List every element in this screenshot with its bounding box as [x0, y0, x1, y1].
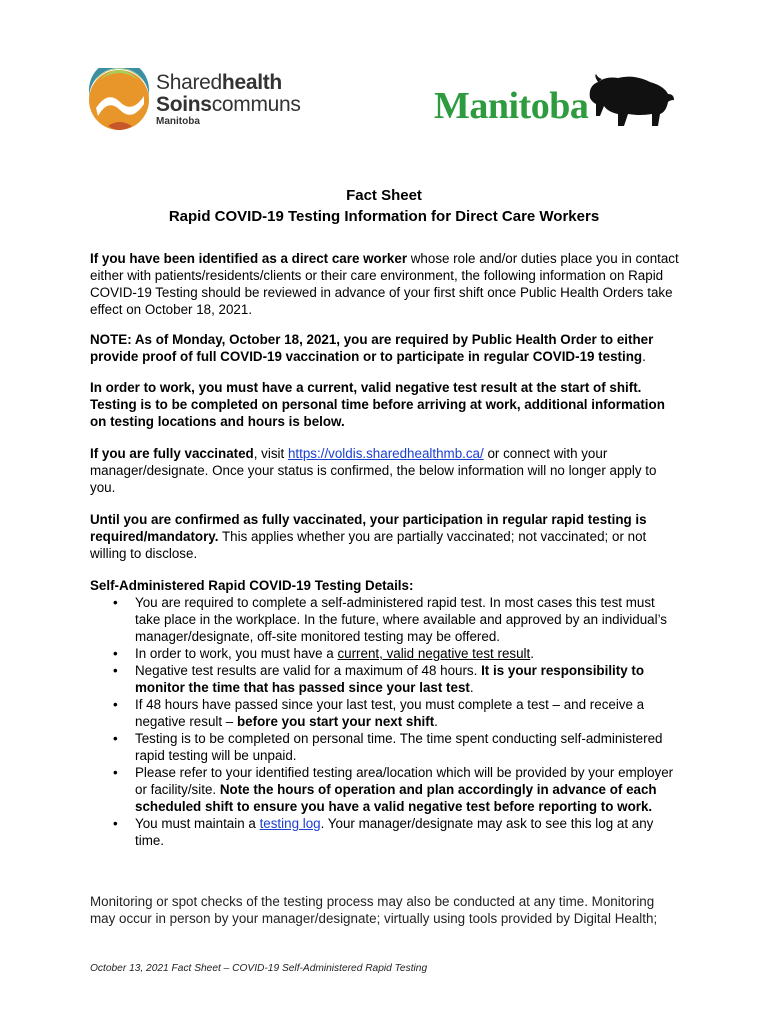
list-item: • Negative test results are valid for a maximum of 48 hours. It is your responsibility to monitor the time that has passed since your last test.	[113, 663, 645, 695]
list-item: • You are required to complete a self-administered rapid test. In most cases this test must take place in the workplace. In the future, where available and approved by an individual’s manager/designate, off-site monitored testing may be offered.	[113, 595, 667, 644]
bullet-2-pre: In order to work, you must have a	[135, 646, 338, 661]
bullet-4-pre: If 48 hours have passed since your last test, you must complete a test – and receive a negative result –	[135, 697, 645, 729]
logo-health: health	[221, 71, 282, 94]
intro-bold: If you have been identified as a direct care worker	[90, 251, 408, 266]
page-subtitle: Rapid COVID-19 Testing Information for Direct Care Workers	[168, 208, 600, 225]
voldis-link[interactable]: https://voldis.sharedhealthmb.ca/	[287, 446, 484, 461]
intro-text: whose role and/or duties place you in contact either with patients/residents/clients or their care environment, the following information on Rapid COVID-19 Testing should be reviewed in advance of your first shift once Public Health Orders take effect on October 18, 2021.	[90, 251, 679, 317]
list-item: • Testing is to be completed on personal time. The time spent conducting self-administered rapid testing will be unpaid.	[113, 731, 663, 763]
manitoba-logo	[434, 72, 674, 132]
until-bold: Until you are confirmed as fully vaccinated, your participation in regular rapid testing is required/mandatory.	[90, 512, 647, 544]
vaccinated-paragraph	[90, 445, 680, 496]
bullet-7-pre: You must maintain a	[135, 816, 260, 831]
shared-health-wordmark	[156, 72, 301, 128]
bullet-5-text: Testing is to be completed on personal time. The time spent conducting self-administered rapid testing will be unpaid.	[135, 731, 663, 763]
vaccinated-pre: , visit	[253, 446, 288, 461]
order-paragraph: In order to work, you must have a current, valid negative test result at the start of shift. Testing is to be completed on personal time before arriving at work, additional information on testing locations and hours is below.	[90, 380, 665, 429]
logo-communs: communs	[211, 93, 301, 116]
bullet-6-pre: Please refer to your identified testing area/location which will be provided by your employer or facility/site.	[135, 765, 674, 797]
shared-health-emblem-icon	[88, 68, 150, 132]
bullet-7-post: . Your manager/designate may ask to see this log at any time.	[135, 816, 654, 848]
bullet-4-bold: before you start your next shift	[236, 714, 435, 729]
details-heading: Self-Administered Rapid COVID-19 Testing Details:	[90, 578, 414, 593]
page-title: Fact Sheet	[346, 187, 422, 204]
logo-manitoba-small: Manitoba	[156, 116, 200, 127]
bullet-1-text: You are required to complete a self-administered rapid test. In most cases this test must take place in the workplace. In the future, where available and approved by an individual’s manager/designate, off-site monitored testing may be offered.	[135, 595, 667, 644]
monitoring-paragraph: Monitoring or spot checks of the testing process may also be conducted at any time. Monitoring may occur in person by your manager/designate; virtually using tools provided by Digital Health;	[90, 894, 658, 926]
list-item: • If 48 hours have passed since your last test, you must complete a test – and receive a negative result – before you start your next shift.	[113, 697, 645, 729]
bison-icon	[584, 72, 676, 128]
bullet-2-post: .	[530, 646, 534, 661]
note-end: .	[642, 349, 646, 364]
details-list	[90, 594, 680, 849]
list-item: • Please refer to your identified testing area/location which will be provided by your employer or facility/site. Note the hours of operation and plan accordingly in advance of each scheduled shift to ensure you have a valid negative test before reporting to work.	[113, 765, 674, 814]
bullet-6-bold: Note the hours of operation and plan accordingly in advance of each scheduled shift to ensure you have a valid negative test before reporting to work.	[135, 782, 657, 814]
note-text: NOTE: As of Monday, October 18, 2021, you are required by Public Health Order to either provide proof of full COVID-19 vaccination or to participate in regular COVID-19 testing	[90, 332, 654, 364]
testing-log-link[interactable]: testing log	[259, 816, 321, 831]
bullet-4-post: .	[434, 714, 438, 729]
logo-soins: Soins	[156, 93, 212, 116]
manitoba-wordmark: Manitoba	[434, 85, 589, 127]
vaccinated-bold: If you are fully vaccinated	[90, 446, 254, 461]
until-paragraph	[90, 511, 680, 562]
bullet-3-bold: It is your responsibility to monitor the time that has passed since your last test	[135, 663, 645, 695]
note-paragraph	[90, 331, 680, 365]
bullet-3-pre: Negative test results are valid for a maximum of 48 hours.	[135, 663, 482, 678]
until-text: This applies whether you are partially vaccinated; not vaccinated; or not willing to disclose.	[90, 529, 647, 561]
bullet-3-post: .	[469, 680, 474, 695]
vaccinated-post: or connect with your manager/designate. Once your status is confirmed, the below information will no longer apply to you.	[90, 446, 657, 495]
shared-health-logo	[88, 68, 308, 134]
bullet-2-underlined: current, valid negative test result	[337, 646, 531, 661]
list-item: • In order to work, you must have a current, valid negative test result.	[113, 646, 534, 661]
intro-paragraph	[90, 250, 680, 318]
logo-shared: Shared	[156, 71, 222, 94]
list-item: • You must maintain a testing log. Your manager/designate may ask to see this log at any time.	[113, 816, 654, 848]
page-footer: October 13, 2021 Fact Sheet – COVID-19 Self-Administered Rapid Testing	[90, 963, 428, 974]
